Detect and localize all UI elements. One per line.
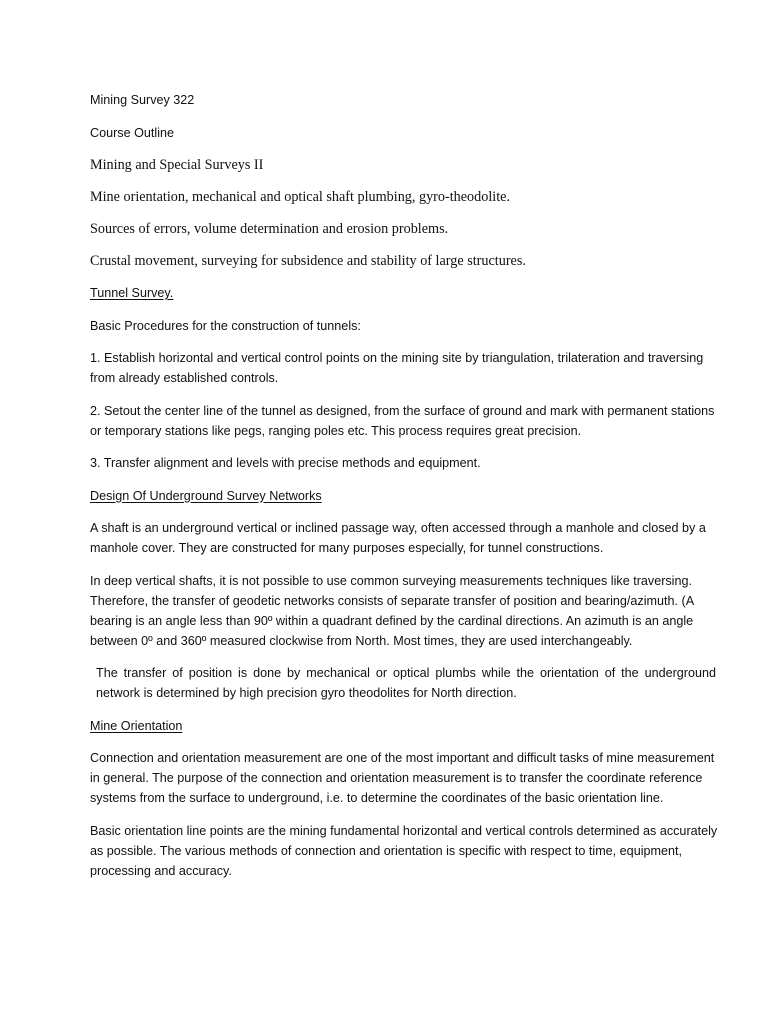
outline-label: Course Outline bbox=[90, 125, 174, 140]
document-page bbox=[90, 90, 718, 893]
mine-orientation-heading: Mine Orientation bbox=[90, 718, 183, 733]
topic-item: Crustal movement, surveying for subsidence and stability of large structures. bbox=[90, 253, 526, 269]
orientation-paragraph: Connection and orientation measurement are one of the most important and difficult tasks of mine measurement in general. The purpose of the connection and orientation measurement is to transfer the coordinate reference systems from the surface to underground, i.e. to determine the coordinates of the basic orientation line. bbox=[90, 751, 715, 805]
network-paragraph: In deep vertical shafts, it is not possible to use common surveying measurements techniques like traversing. Therefore, the transfer of geodetic networks consists of separate transfer of position and bearing/azimuth. (A bearing is an angle less than 90º within a quadrant defined by the cardinal directions. An azimuth is an angle between 0º and 360º measured clockwise from North. Most times, they are used interchangeably. bbox=[90, 573, 694, 648]
topic-item: Mine orientation, mechanical and optical shaft plumbing, gyro-theodolite. bbox=[90, 189, 510, 205]
network-paragraph: The transfer of position is done by mechanical or optical plumbs while the orientation of the underground network is determined by high precision gyro theodolites for North direction. bbox=[96, 666, 716, 700]
course-title: Mining and Special Surveys II bbox=[90, 157, 264, 173]
tunnel-step: 3. Transfer alignment and levels with precise methods and equipment. bbox=[90, 456, 481, 470]
topic-item: Sources of errors, volume determination and erosion problems. bbox=[90, 221, 449, 237]
tunnel-step: 2. Setout the center line of the tunnel as designed, from the surface of ground and mark with permanent stations or temporary stations like pegs, ranging poles etc. This process requires great precision. bbox=[90, 403, 715, 438]
orientation-paragraph: Basic orientation line points are the mining fundamental horizontal and vertical controls determined as accurately as possible. The various methods of connection and orientation is specific with respect to time, equipment, processing and accuracy. bbox=[90, 823, 718, 878]
tunnel-step: 1. Establish horizontal and vertical control points on the mining site by triangulation, trilateration and traversing from already established controls. bbox=[90, 351, 704, 385]
tunnel-intro: Basic Procedures for the construction of tunnels: bbox=[90, 318, 361, 333]
network-design-heading: Design Of Underground Survey Networks bbox=[90, 488, 322, 503]
course-code: Mining Survey 322 bbox=[90, 93, 195, 107]
tunnel-survey-heading: Tunnel Survey. bbox=[90, 286, 174, 300]
network-paragraph: A shaft is an underground vertical or inclined passage way, often accessed through a manhole and closed by a manhole cover. They are constructed for many purposes especially, for tunnel constructions. bbox=[90, 521, 706, 555]
